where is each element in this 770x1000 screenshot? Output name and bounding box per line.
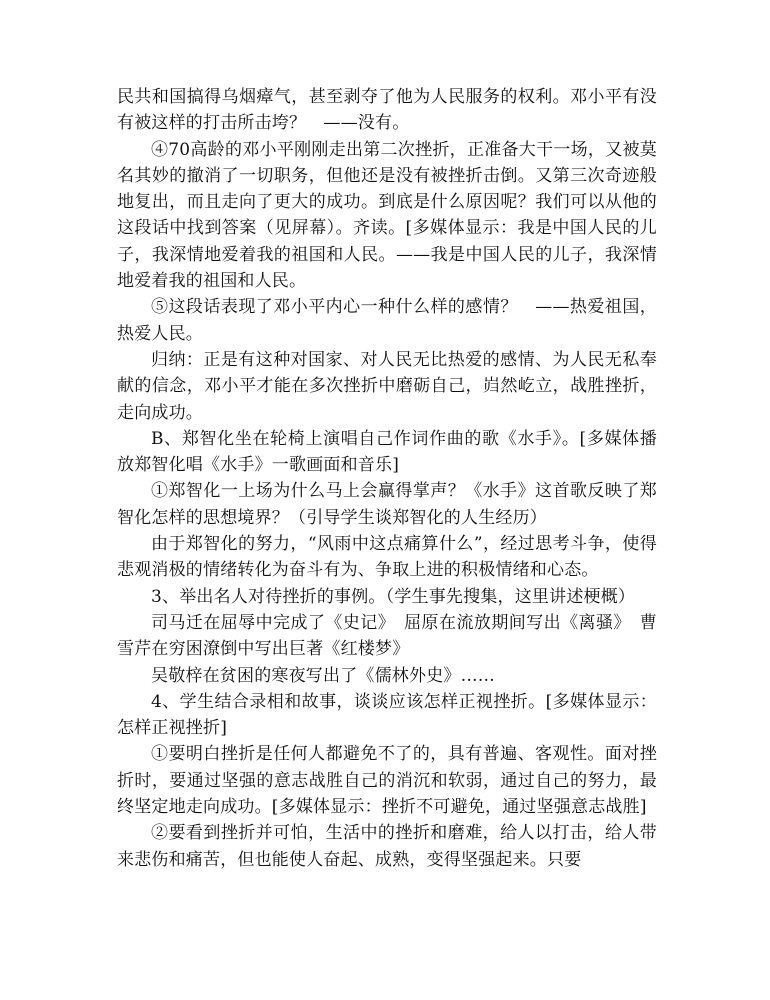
paragraph-5: B、郑智化坐在轮椅上演唱自己作词作曲的歌《水手》。[多媒体播放郑智化唱《水手》一歌画面和音乐] (117, 428, 657, 476)
paragraph-2: ④70高龄的邓小平刚刚走出第二次挫折，正准备大干一场，又被莫名其妙的撤消了一切职务，但他还是没有被挫折击倒。又第三次奇迹般地复出，而且走向了更大的成功。到底是什么原因呢？我们可以从他的这段话中找到答案（见屏幕）。齐读。[多媒体显示：我是中国人民的儿子，我深情地爱着我的祖国和人民。——我是中国人民的儿子，我深情地爱着我的祖国和人民。 (117, 139, 657, 292)
paragraph-13: ②要看到挫折并可怕，生活中的挫折和磨难，给人以打击，给人带来悲伤和痛苦，但也能使人奋起、成熟，变得坚强起来。只要 (117, 823, 657, 870)
paragraph-1: 民共和国搞得乌烟瘴气，甚至剥夺了他为人民服务的权利。邓小平有没有被这样的打击所击垮？ ——没有。 (117, 87, 657, 134)
paragraph-9: 司马迁在屈辱中完成了《史记》 屈原在流放期间写出《离骚》 曹雪芹在穷困潦倒中写出巨著《红楼梦》 (117, 612, 657, 660)
paragraph-4: 归纳：正是有这种对国家、对人民无比热爱的感情、为人民无私奉献的信念，邓小平才能在多次挫折中磨砺自己，岿然屹立，战胜挫折，走向成功。 (117, 349, 657, 423)
paragraph-7: 由于郑智化的努力，“风雨中这点痛算什么”，经过思考斗争，使得悲观消极的情绪转化为奋斗有为、争取上进的积极情绪和心态。 (117, 534, 657, 581)
paragraph-8: 3、举出名人对待挫折的事例。（学生事先搜集，这里讲述梗概） (151, 586, 636, 607)
paragraph-11: 4、学生结合录相和故事，谈谈应该怎样正视挫折。[多媒体显示：怎样正视挫折] (117, 691, 657, 739)
document-body (117, 84, 657, 873)
paragraph-10: 吴敬梓在贫困的寒夜写出了《儒林外史》…… (151, 665, 495, 686)
paragraph-3: ⑤这段话表现了邓小平内心一种什么样的感情？ ——热爱祖国，热爱人民。 (117, 297, 657, 344)
paragraph-12: ①要明白挫折是任何人都避免不了的，具有普遍、客观性。面对挫折时，要通过坚强的意志战胜自己的消沉和软弱，通过自己的努力，最终坚定地走向成功。[多媒体显示：挫折不可避免，通过坚强意志战胜] (117, 744, 657, 818)
paragraph-6: ①郑智化一上场为什么马上会赢得掌声？《水手》这首歌反映了郑智化怎样的思想境界？（引导学生谈郑智化的人生经历） (117, 481, 657, 528)
